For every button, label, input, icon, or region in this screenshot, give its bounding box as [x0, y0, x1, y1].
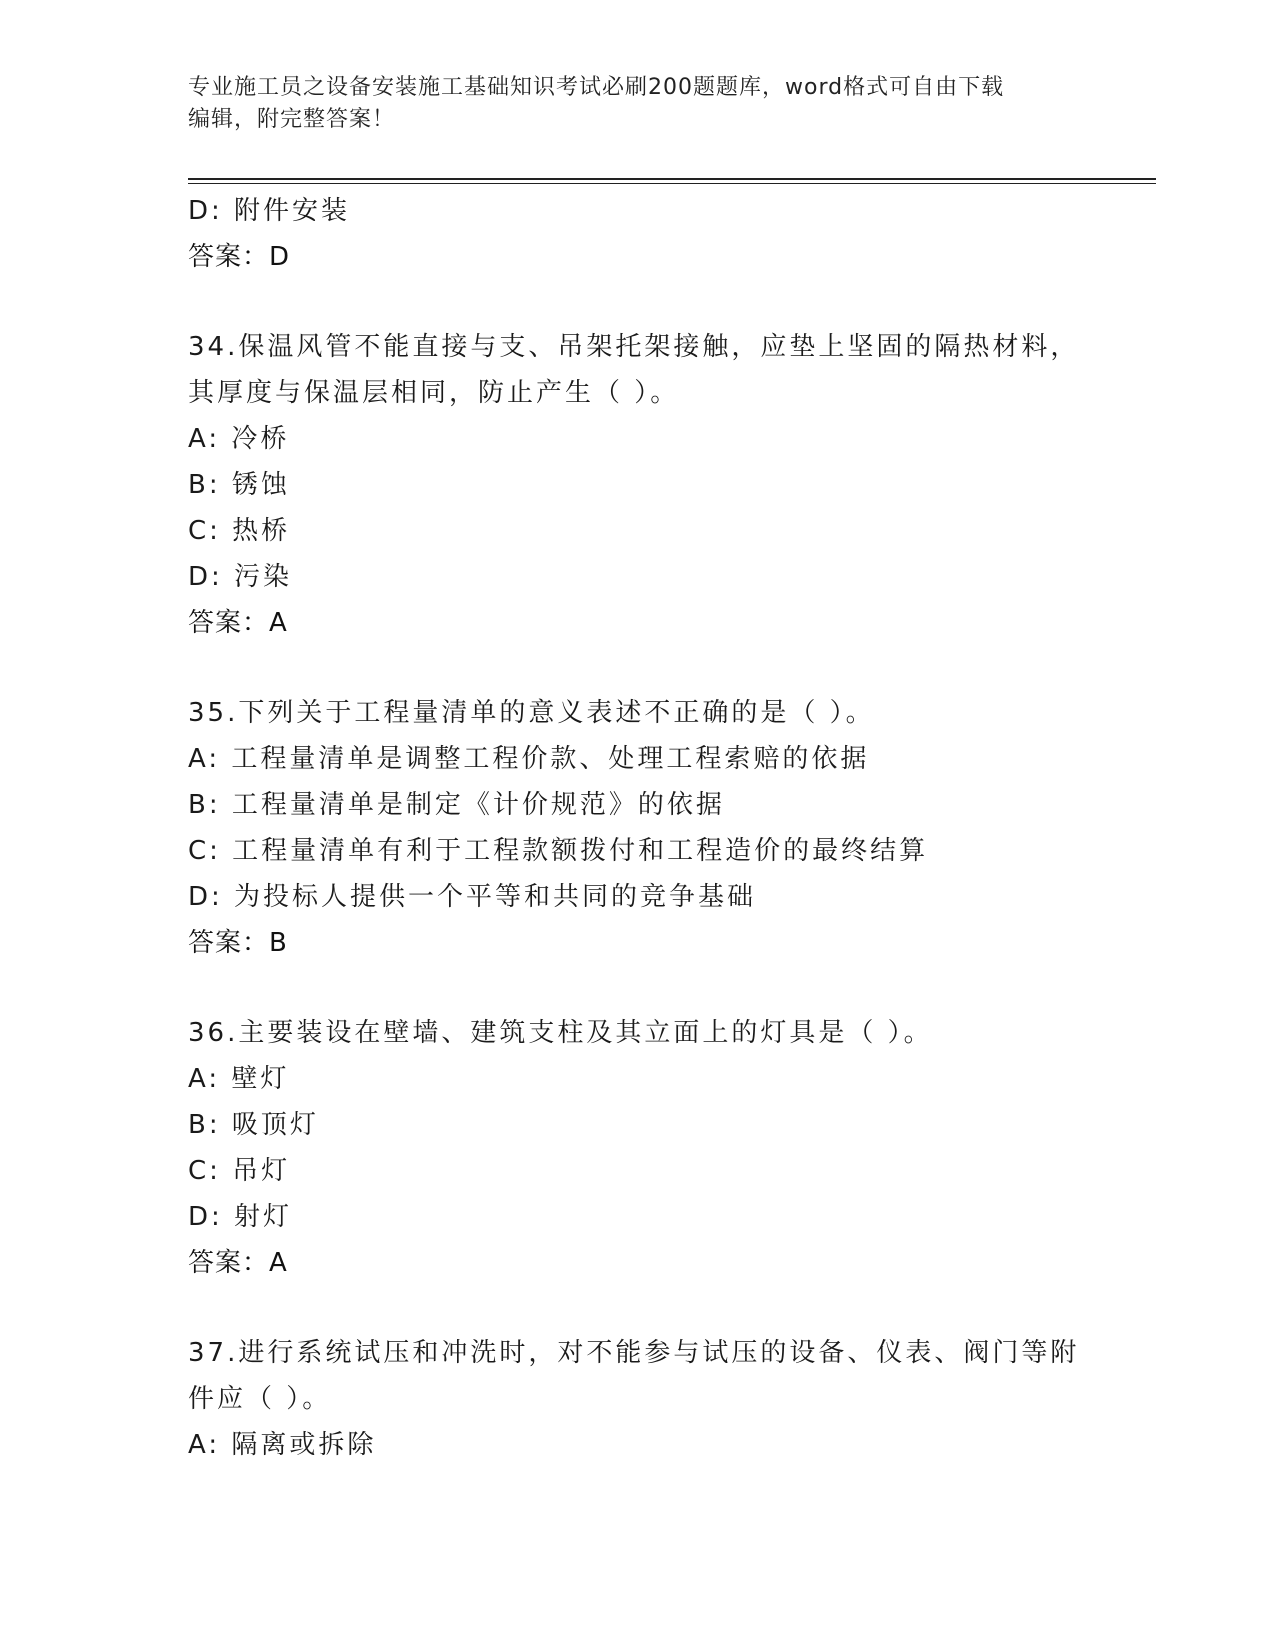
option-a: A: 冷桥 [188, 424, 290, 454]
question-gap [188, 966, 1118, 1010]
option-c: C: 工程量清单有利于工程款额拨付和工程造价的最终结算 [188, 836, 929, 866]
question-list [188, 188, 1118, 1468]
question-gap [188, 280, 1118, 324]
option-b: B: 吸顶灯 [188, 1110, 319, 1140]
header-title-line-1: 专业施工员之设备安装施工基础知识考试必刷200题题库，word格式可自由下载 [188, 75, 1005, 100]
question-stem: 其厚度与保温层相同，防止产生（ ）。 [188, 378, 680, 408]
question-gap [188, 646, 1118, 690]
question-36 [188, 1010, 1118, 1286]
option-d: D: 射灯 [188, 1202, 293, 1232]
option-a: A: 隔离或拆除 [188, 1430, 377, 1460]
answer-line: 答案：A [188, 608, 288, 638]
question-stem: 34.保温风管不能直接与支、吊架托架接触，应垫上坚固的隔热材料， [188, 332, 1080, 362]
question-gap [188, 1286, 1118, 1330]
answer-line: 答案：D [188, 242, 291, 272]
question-37 [188, 1330, 1118, 1468]
option-a: A: 壁灯 [188, 1064, 290, 1094]
option-c: C: 热桥 [188, 516, 291, 546]
option-a: A: 工程量清单是调整工程价款、处理工程索赔的依据 [188, 744, 870, 774]
question-stem: 35.下列关于工程量清单的意义表述不正确的是（ ）。 [188, 698, 875, 728]
question-stem: 件应（ ）。 [188, 1384, 332, 1414]
option-d: D: 为投标人提供一个平等和共同的竞争基础 [188, 882, 757, 912]
header-rule-thin [188, 183, 1156, 184]
question-34 [188, 324, 1118, 646]
header-title-line-2: 编辑，附完整答案！ [188, 107, 396, 132]
option-c: C: 吊灯 [188, 1156, 291, 1186]
question-stem: 37.进行系统试压和冲洗时，对不能参与试压的设备、仪表、阀门等附 [188, 1338, 1080, 1368]
question-35 [188, 690, 1118, 966]
question-stem: 36.主要装设在壁墙、建筑支柱及其立面上的灯具是（ ）。 [188, 1018, 933, 1048]
page-header [188, 72, 1078, 136]
option-b: B: 锈蚀 [188, 470, 290, 500]
option-b: B: 工程量清单是制定《计价规范》的依据 [188, 790, 725, 820]
option-d: D: 附件安装 [188, 196, 351, 226]
answer-line: 答案：A [188, 1248, 288, 1278]
header-rule-thick [188, 178, 1156, 180]
option-d: D: 污染 [188, 562, 293, 592]
answer-line: 答案：B [188, 928, 288, 958]
